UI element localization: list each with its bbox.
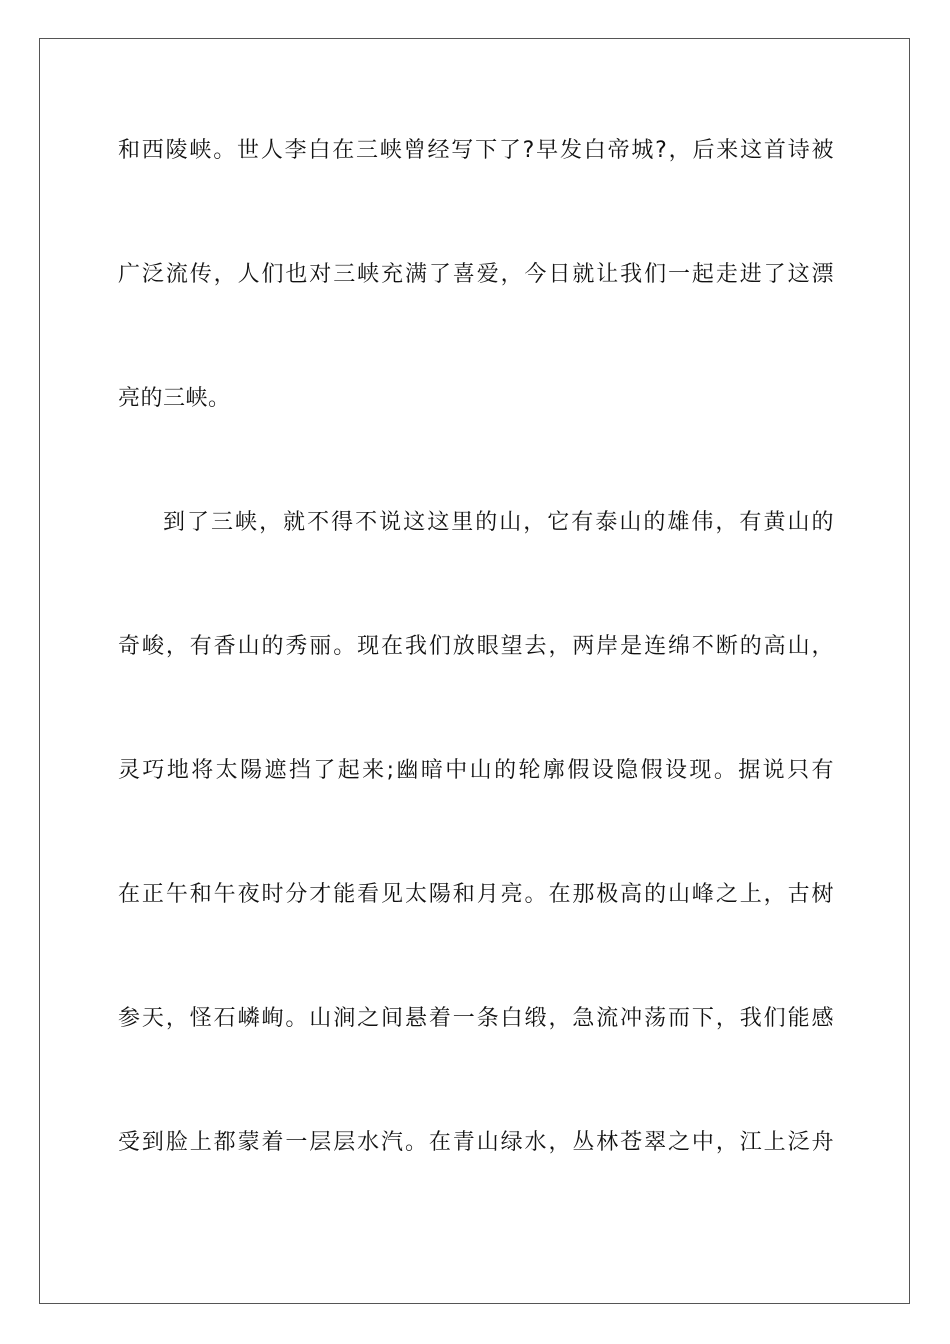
paragraph-line: 奇峻，有香山的秀丽。现在我们放眼望去，两岸是连绵不断的高山， — [118, 634, 834, 659]
paragraph-line: 到了三峡，就不得不说这这里的山，它有泰山的雄伟，有黄山的 — [163, 510, 834, 535]
paragraph-line: 受到脸上都蒙着一层层水汽。在青山绿水，丛林苍翠之中，江上泛舟 — [118, 1130, 834, 1155]
paragraph-line: 在正午和午夜时分才能看见太陽和月亮。在那极高的山峰之上，古树 — [118, 882, 834, 907]
paragraph-line: 广泛流传，人们也对三峡充满了喜爱，今日就让我们一起走进了这漂 — [118, 262, 834, 287]
page-border — [39, 38, 910, 1304]
paragraph-line: 和西陵峡。世人李白在三峡曾经写下了?早发白帝城?，后来这首诗被 — [118, 138, 834, 163]
paragraph-line: 参天，怪石嶙峋。山涧之间悬着一条白缎，急流冲荡而下，我们能感 — [118, 1006, 834, 1031]
paragraph-line: 亮的三峡。 — [118, 386, 231, 411]
paragraph-line: 灵巧地将太陽遮挡了起来;幽暗中山的轮廓假设隐假设现。据说只有 — [118, 758, 834, 783]
